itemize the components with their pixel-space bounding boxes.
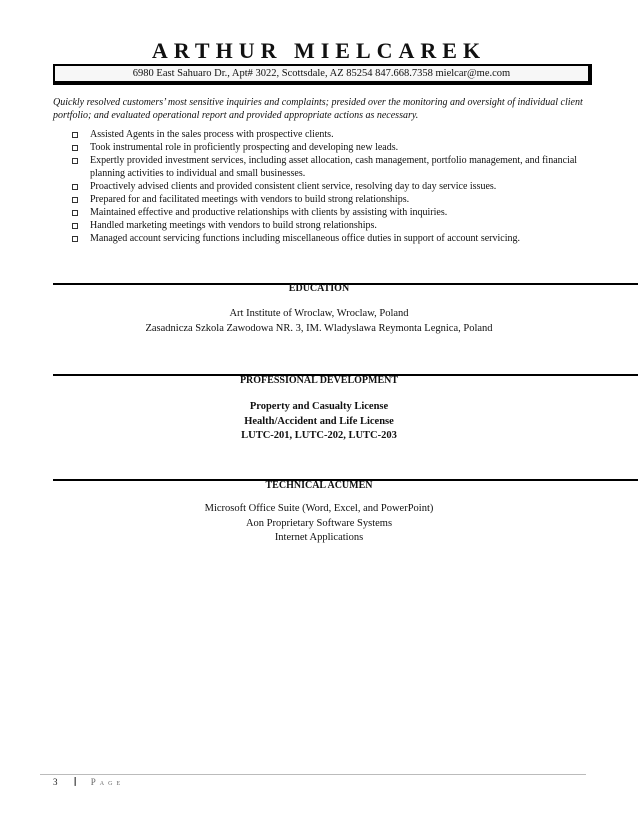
page-footer — [53, 777, 124, 787]
education-line: Art Institute of Wroclaw, Wroclaw, Poland — [229, 308, 409, 319]
education-title: EDUCATION — [288, 283, 350, 294]
summary-paragraph: Quickly resolved customers’ most sensitive inquiries and complaints; presided over the monitoring and oversight of individual client portfolio; and evaluated operational report and provided appropriate actions as necessary. — [53, 97, 583, 121]
list-item: Assisted Agents in the sales process with prospective clients. — [72, 128, 592, 141]
list-item: Handled marketing meetings with vendors to build strong relationships. — [72, 219, 592, 232]
page-label: Page — [90, 777, 125, 787]
resume-name: ARTHUR MIELCAREK — [151, 38, 487, 63]
page-number: 3 — [53, 777, 58, 787]
duties-list — [72, 128, 592, 245]
license-line: LUTC-201, LUTC-202, LUTC-203 — [241, 430, 397, 441]
list-item: Maintained effective and productive relationships with clients by assisting with inquiries. — [72, 206, 592, 219]
professional-development-title: PROFESSIONAL DEVELOPMENT — [239, 375, 399, 386]
contact-bar: 6980 East Sahuaro Dr., Apt# 3022, Scottsdale, AZ 85254 847.668.7358 mielcar@me.com — [53, 64, 592, 85]
list-item: Took instrumental role in proficiently prospecting and developing new leads. — [72, 141, 592, 154]
license-line: Health/Accident and Life License — [244, 415, 394, 427]
professional-development-lines — [0, 400, 638, 444]
license-line: Property and Casualty License — [249, 401, 389, 412]
list-item: Managed account servicing functions including miscellaneous office duties in support of account servicing. — [72, 232, 592, 245]
list-item: Proactively advised clients and provided consistent client service, resolving day to day service issues. — [72, 180, 592, 193]
list-item: Prepared for and facilitated meetings with vendors to build strong relationships. — [72, 193, 592, 206]
education-lines — [0, 307, 638, 336]
list-item: Expertly provided investment services, including asset allocation, cash management, portfolio management, and financial planning activities to individual and small businesses. — [72, 154, 592, 180]
technical-line: Microsoft Office Suite (Word, Excel, and PowerPoint) — [204, 503, 434, 514]
technical-line: Internet Applications — [274, 532, 364, 543]
footer-separator: | — [73, 777, 77, 787]
technical-line: Aon Proprietary Software Systems — [245, 517, 393, 529]
technical-lines — [0, 502, 638, 546]
technical-acumen-title: TECHNICAL ACUMEN — [265, 480, 373, 491]
education-line: Zasadnicza Szkola Zawodowa NR. 3, IM. Wladyslawa Reymonta Legnica, Poland — [145, 322, 493, 334]
footer-divider — [40, 774, 586, 775]
